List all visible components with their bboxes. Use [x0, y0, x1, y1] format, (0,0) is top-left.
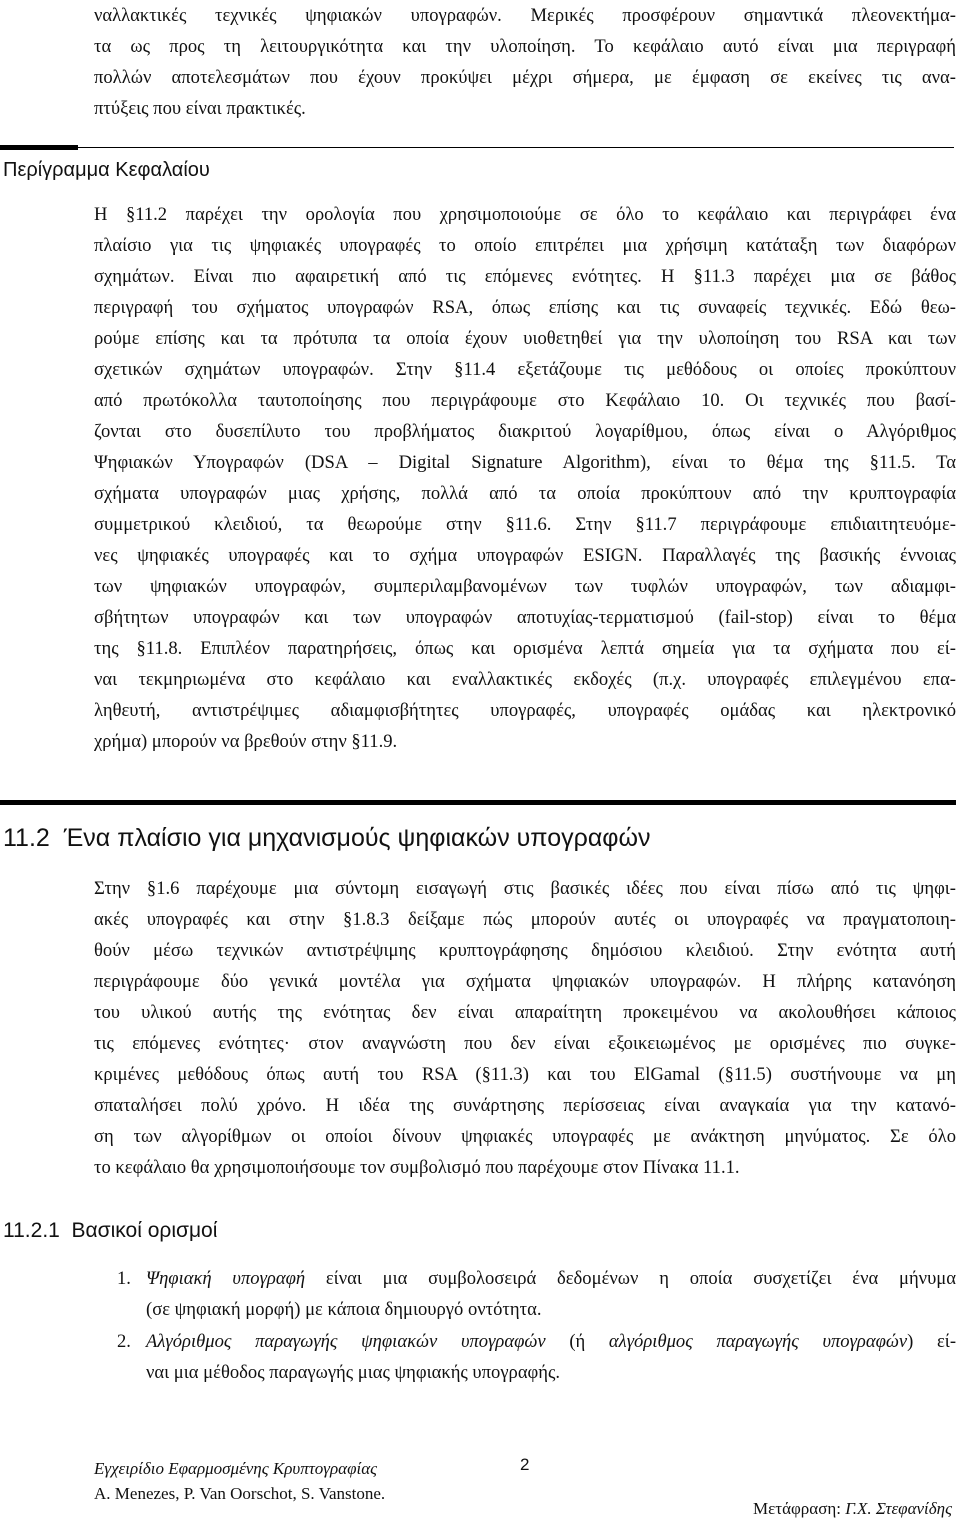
section-line: τις επόμενες ενότητες· στον αναγνώστη που δεν είναι εξοικειωμένος με ορισμένες πιο συγκε-: [94, 1033, 956, 1054]
section-line: περιγράφουμε δύο γενικά μοντέλα για σχήματα ψηφιακών υπογραφών. Η πλήρης κατανόηση: [94, 971, 956, 992]
outline-line: σχημάτων. Είναι πιο αφαιρετική από τις επόμενες ενότητες. Η §11.3 παρέχει μια σε βάθος: [94, 266, 956, 287]
section-heading: 11.2 Ένα πλαίσιο για μηχανισμούς ψηφιακών υπογραφών: [3, 824, 651, 852]
section-line: θούν μέσω τεχνικών αντιστρέψιμης κρυπτογράφησης δημόσιου κλειδιού. Στην ενότητα αυτή: [94, 940, 956, 961]
intro-line: πτύξεις που είναι πρακτικές.: [94, 98, 306, 119]
outline-line: νες ψηφιακές υπογραφές και το σχήμα υπογραφών ESIGN. Παραλλαγές της βασικής έννοιας: [94, 545, 956, 566]
outline-line: περιγραφή του σχήματος υπογραφών RSA, όπως επίσης και τις συναφείς τεχνικές. Εδώ θεω-: [94, 297, 956, 318]
definition-line: [146, 1263, 956, 1294]
section-line: ακές υπογραφές και στην §1.8.3 δείξαμε πώς μπορούν αυτές οι υπογραφές να πραγματοποιη-: [94, 909, 956, 930]
footer-translation: [753, 1497, 952, 1521]
definition-number: 1.: [117, 1268, 131, 1289]
definition-term-alt: αλγόριθμος παραγωγής υπογραφών: [608, 1331, 908, 1352]
outline-paragraph: [94, 199, 956, 757]
outline-heading: Περίγραμμα Κεφαλαίου: [3, 159, 210, 181]
definition-item: [146, 1263, 956, 1325]
definition-number: 2.: [117, 1331, 131, 1352]
intro-line: ναλλακτικές τεχνικές ψηφιακών υπογραφών. Μερικές προσφέρουν σημαντικά πλεονεκτήμα-: [94, 5, 956, 26]
outline-line: χρήμα) μπορούν να βρεθούν στην §11.9.: [94, 731, 398, 752]
outline-rule-thick: [0, 145, 78, 150]
outline-line: ζονται στο δυσεπίλυτο του προβλήματος διακριτού λογαρίθμου, όπως είναι ο Αλγόριθμος: [94, 421, 956, 442]
footer-authors: A. Menezes, P. Van Oorschot, S. Vanstone.: [94, 1484, 386, 1503]
translator-name: Γ.Χ. Στεφανίδης: [845, 1499, 952, 1518]
outline-line: συμμετρικού κλειδιού, τα θεωρούμε στην §11.6. Στην §11.7 περιγράφουμε επιδιαιτητευόμε-: [94, 514, 956, 535]
intro-line: πολλών αποτελεσμάτων που έχουν προκύψει μέχρι σήμερα, με έμφαση σε εκείνες τις ανα-: [94, 67, 956, 88]
definition-text: είναι μια συμβολοσειρά δεδομένων η οποία συσχετίζει ένα μήνυμα: [305, 1268, 957, 1289]
section-paragraph: [94, 873, 956, 1183]
outline-line: σχήματα υπογραφών μιας χρήσης, πολλά από τα οποία προκύπτουν από την κρυπτογραφία: [94, 483, 956, 504]
subsection-heading: 11.2.1 Βασικοί ορισμοί: [3, 1219, 218, 1242]
outline-line: πλαίσιο για τις ψηφιακές υπογραφές το οποίο επιτρέπει μια χρήσιμη κατάταξη των διαφόρων: [94, 235, 956, 256]
footer-book-title: Εγχειρίδιο Εφαρμοσμένης Κρυπτογραφίας: [94, 1459, 378, 1478]
page-number: 2: [520, 1455, 530, 1474]
section-line: κριμένες μεθόδους όπως αυτή του RSA (§11.3) και του ElGamal (§11.5) συστήνουμε να μη: [94, 1064, 956, 1085]
translation-label: Μετάφραση:: [753, 1499, 846, 1518]
definition-line: ναι μια μέθοδος παραγωγής μιας ψηφιακής υπογραφής.: [146, 1362, 561, 1383]
outline-line: Ψηφιακών Υπογραφών (DSA – Digital Signature Algorithm), είναι το θέμα της §11.5. Τα: [94, 452, 956, 473]
intro-line: τα ως προς τη λειτουργικότητα και την υλοποίηση. Το κεφάλαιο αυτό είναι μια περιγραφή: [94, 36, 956, 57]
definition-text: ) εί-: [907, 1331, 957, 1352]
section-line: ση των αλγορίθμων οι οποίοι δίνουν ψηφιακές υπογραφές με ανάκτηση μηνύματος. Σε όλο: [94, 1126, 956, 1147]
outline-line: σβήτητων υπογραφών και των υπογραφών αποτυχίας-τερματισμού (fail-stop) είναι το θέμα: [94, 607, 956, 628]
section-rule: [0, 800, 956, 805]
section-line: το κεφάλαιο θα χρησιμοποιήσουμε τον συμβολισμό που παρέχουμε στον Πίνακα 11.1.: [94, 1157, 740, 1178]
outline-line: Η §11.2 παρέχει την ορολογία που χρησιμοποιούμε σε όλο το κεφάλαιο και περιγράφει ένα: [94, 204, 956, 225]
outline-line: ληθευτή, αντιστρέψιμες αδιαμφισβήτητες υπογραφές, υπογραφές ομάδας και ηλεκτρονικό: [94, 700, 956, 721]
definition-text: (ή: [545, 1331, 609, 1352]
outline-line: ρούμε επίσης και τα πρότυπα τα οποία έχουν υιοθετηθεί για την υλοποίηση του RSA και των: [94, 328, 956, 349]
section-line: σπαταλήσει πολύ χρόνο. Η ιδέα της συνάρτησης περίσσειας είναι αναγκαία για την κατανό-: [94, 1095, 956, 1116]
definition-item: [146, 1326, 956, 1388]
definition-line: [146, 1326, 956, 1357]
outline-line: σχετικών σχημάτων υπογραφών. Στην §11.4 εξετάζουμε τις μεθόδους οι οποίες προκύπτουν: [94, 359, 956, 380]
definition-term: Αλγόριθμος παραγωγής ψηφιακών υπογραφών: [146, 1331, 546, 1352]
definition-term: Ψηφιακή υπογραφή: [146, 1268, 306, 1289]
section-line: Στην §1.6 παρέχουμε μια σύντομη εισαγωγή στις βασικές ιδέες που είναι πίσω από τις ψηφι-: [94, 878, 956, 899]
outline-line: από πρωτόκολλα ταυτοποίησης που περιγράφουμε στο Κεφάλαιο 10. Οι τεχνικές που βασί-: [94, 390, 956, 411]
outline-line: ναι τεκμηριωμένα στο κεφάλαιο και εναλλακτικές εκδοχές (π.χ. υπογραφές επιλεγμένου επα-: [94, 669, 956, 690]
outline-line: των ψηφιακών υπογραφών, συμπεριλαμβανομένων των τυφλών υπογραφών, των αδιαμφι-: [94, 576, 956, 597]
outline-line: της §11.8. Επιπλέον παρατηρήσεις, όπως και ορισμένα λεπτά σημεία για τα σχήματα που εί-: [94, 638, 956, 659]
definition-line: (σε ψηφιακή μορφή) με κάποια δημιουργό οντότητα.: [146, 1299, 542, 1320]
section-line: του υλικού αυτής της ενότητας δεν είναι απαραίτητη προκειμένου να ακολουθήσει κάποιος: [94, 1002, 956, 1023]
outline-rule-thin: [78, 147, 954, 148]
intro-paragraph: [94, 0, 956, 124]
